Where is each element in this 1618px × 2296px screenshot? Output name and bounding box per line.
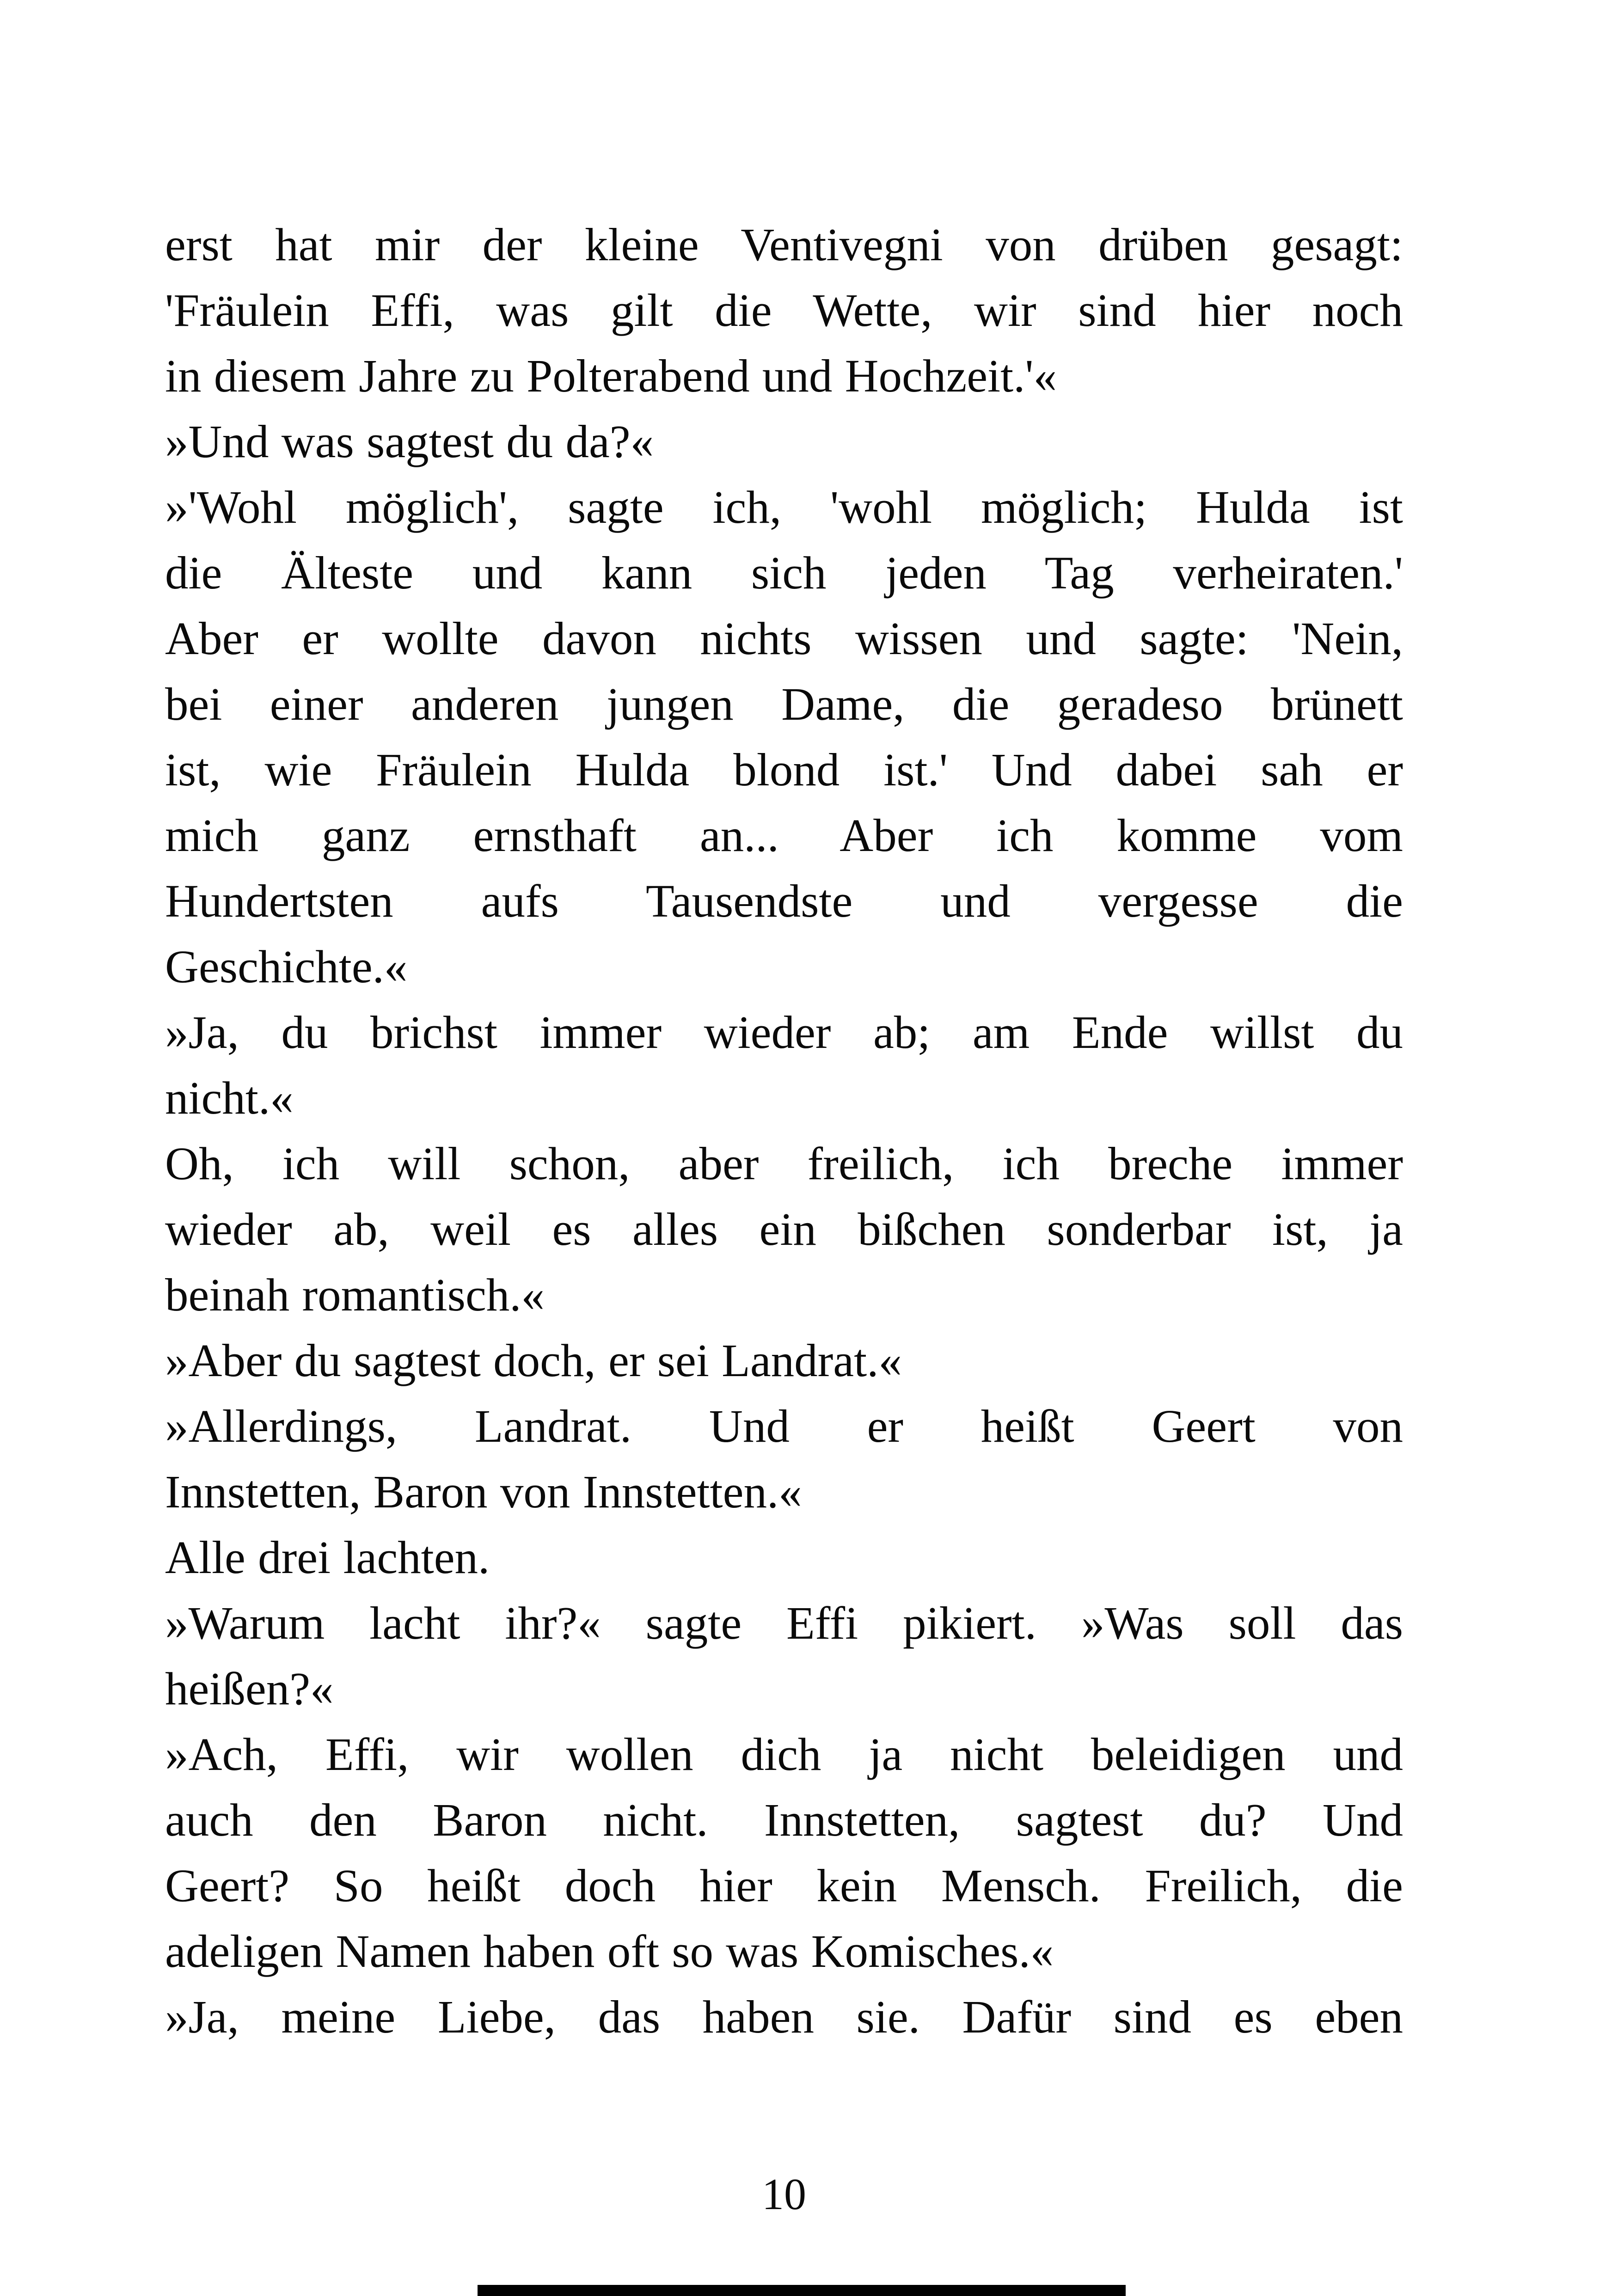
text-line: »Ja, du brichst immer wieder ab; am Ende willst du [165,1006,1403,1058]
text-line: »Ach, Effi, wir wollen dich ja nicht beleidigen und [165,1728,1403,1780]
text-line: Oh, ich will schon, aber freilich, ich breche immer [165,1138,1403,1189]
text-line: heißen?« [165,1663,334,1714]
page-text-block [165,212,1403,2050]
text-line: Geert? So heißt doch hier kein Mensch. Freilich, die [165,1860,1403,1911]
text-line: adeligen Namen haben oft so was Komisches.« [165,1925,1054,1977]
text-line: Geschichte.« [165,941,408,992]
text-line: »Allerdings, Landrat. Und er heißt Geert von [165,1400,1403,1452]
text-line: beinah romantisch.« [165,1269,545,1321]
text-line: erst hat mir der kleine Ventivegni von drüben gesagt: [165,219,1403,270]
bottom-black-bar [478,2285,1126,2296]
text-line: bei einer anderen jungen Dame, die geradeso brünett [165,678,1403,730]
text-line: mich ganz ernsthaft an... Aber ich komme vom [165,809,1403,861]
page-number: 10 [762,2169,806,2219]
text-line: »Warum lacht ihr?« sagte Effi pikiert. »Was soll das [165,1597,1403,1649]
text-line: Hundertsten aufs Tausendste und vergesse die [165,875,1403,927]
text-line: 'Fräulein Effi, was gilt die Wette, wir sind hier noch [165,284,1403,336]
text-line: nicht.« [165,1072,294,1124]
text-line: wieder ab, weil es alles ein bißchen sonderbar ist, ja [165,1203,1403,1255]
text-line: Innstetten, Baron von Innstetten.« [165,1466,802,1518]
text-line: die Älteste und kann sich jeden Tag verheiraten.' [165,547,1403,599]
text-line: Alle drei lachten. [165,1531,490,1583]
text-line: »Und was sagtest du da?« [165,416,654,467]
text-line: in diesem Jahre zu Polterabend und Hochzeit.'« [165,350,1057,402]
text-line: ist, wie Fräulein Hulda blond ist.' Und dabei sah er [165,744,1403,796]
text-line: Aber er wollte davon nichts wissen und sagte: 'Nein, [165,612,1403,664]
text-line: »Ja, meine Liebe, das haben sie. Dafür sind es eben [165,1991,1403,2043]
text-line: »Aber du sagtest doch, er sei Landrat.« [165,1335,902,1386]
text-line: auch den Baron nicht. Innstetten, sagtest du? Und [165,1794,1403,1846]
text-line: »'Wohl möglich', sagte ich, 'wohl möglich; Hulda ist [165,481,1403,533]
